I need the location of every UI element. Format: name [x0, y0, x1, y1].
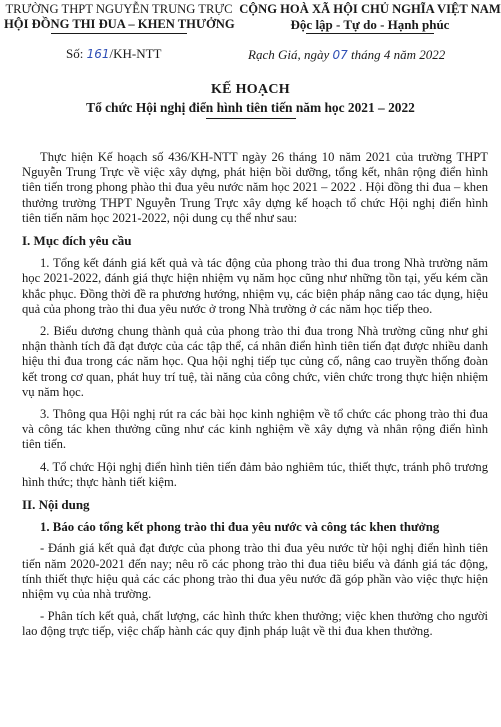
place-date-prefix: Rạch Giá, ngày [248, 47, 333, 62]
content-paragraph-2: - Phân tích kết quả, chất lượng, các hình thức khen thưởng; việc khen thưởng cho người lao động trực tiếp, việc chấp hành các quy định pháp luật về thi đua khen thưởng. [22, 609, 488, 639]
document-number-prefix: Số: [66, 46, 87, 61]
subtitle-underline [206, 118, 296, 119]
handwritten-document-number: 161 [86, 47, 110, 61]
school-name: TRƯỜNG THPT NGUYỄN TRUNG TRỰC [5, 2, 233, 16]
handwritten-day: 07 [332, 48, 348, 62]
document-title: KẾ HOẠCH [210, 82, 291, 97]
section-heading-content: II. Nội dung [22, 497, 90, 513]
purpose-paragraph-4: 4. Tổ chức Hội nghị điển hình tiên tiến đảm bảo nghiêm túc, thiết thực, tránh phô trương hình thức; thực hành tiết kiệm. [22, 459, 488, 489]
issuing-organization-block [4, 2, 234, 34]
national-title-block [236, 2, 501, 34]
place-and-date [248, 47, 445, 63]
document-subtitle: Tổ chức Hội nghị điển hình tiên tiến năm học 2021 – 2022 [86, 100, 415, 115]
document-body [22, 150, 488, 647]
national-motto: Độc lập - Tự do - Hạnh phúc [290, 17, 450, 32]
intro-paragraph: Thực hiện Kế hoạch số 436/KH-NTT ngày 26 tháng 10 năm 2021 của trường THPT Nguyễn Trung Trực về việc xây dựng, phát hiện bồi dưỡng, tổng kết, nhân rộng điển hình tiên tiến trong phong phào thi đua yêu nước năm học 2021 – 2022 . Hội đồng thi đua – khen thưởng trường THPT Nguyễn Trung Trực xây dựng kế hoạch tổ chức Hội nghị điển hình tiên tiến năm học 2021-2022, nội dung cụ thể như sau: [22, 150, 488, 225]
content-paragraph-1: - Đánh giá kết quả đạt được của phong trào thi đua yêu nước từ hội nghị điển hình tiên tiến năm 2020-2021 đến nay; nêu rõ các phong trào thi đua tiêu biểu và đánh giá tác động, tính thiết thực hiệu quả các các phong trào thi đua yêu nước đã góp phần vào việc thực hiện nhiệm vụ của nhà trường. [22, 541, 488, 602]
place-date-suffix: tháng 4 năm 2022 [347, 47, 446, 62]
purpose-paragraph-3: 3. Thông qua Hội nghị rút ra các bài học kinh nghiệm về tổ chức các phong trào thi đua và công tác khen thưởng cũng như các kinh nghiệm về xây dựng và nhân rộng điển hình tiên tiến. [22, 407, 488, 452]
council-underline [51, 33, 187, 34]
section-heading-purpose: I. Mục đích yêu cầu [22, 233, 132, 249]
council-name: HỘI ĐỒNG THI ĐUA – KHEN THƯỞNG [4, 17, 235, 31]
subsection-heading-report: 1. Báo cáo tổng kết phong trào thi đua yêu nước và công tác khen thưởng [40, 520, 440, 535]
motto-underline [306, 33, 434, 34]
purpose-paragraph-2: 2. Biểu dương chung thành quả của phong trào thi đua trong Nhà trường cũng như ghi nhận thành tích đã đạt được của các tập thể, cá nhân điển hình tiên tiến đạt được nhiều danh hiệu thi đua trong các năm học. Qua hội nghị tiếp tục củng cố, nâng cao truyền thống đoàn kết trong cơ quan, phát huy trí tuệ, tài năng của công chức, viên chức trong thực hiện nhiệm vụ năm học. [22, 324, 488, 399]
document-number [66, 46, 162, 62]
document-number-suffix: /KH-NTT [109, 46, 162, 61]
purpose-paragraph-1: 1. Tổng kết đánh giá kết quả và tác động của phong trào thi đua trong Nhà trường năm học 2021-2022, đánh giá thực hiện nhiệm vụ năm học cũng như những tồn tại, yếu kém cần khắc phục. Đồng thời đề ra phương hướng, nhiệm vụ, các biện pháp nâng cao tác dụng, hiệu quả của phong trào thi đua yêu nước ở trong Nhà trường ở các năm học tiếp theo. [22, 256, 488, 316]
republic-name: CỘNG HOÀ XÃ HỘI CHỦ NGHĨA VIỆT NAM [239, 2, 501, 16]
